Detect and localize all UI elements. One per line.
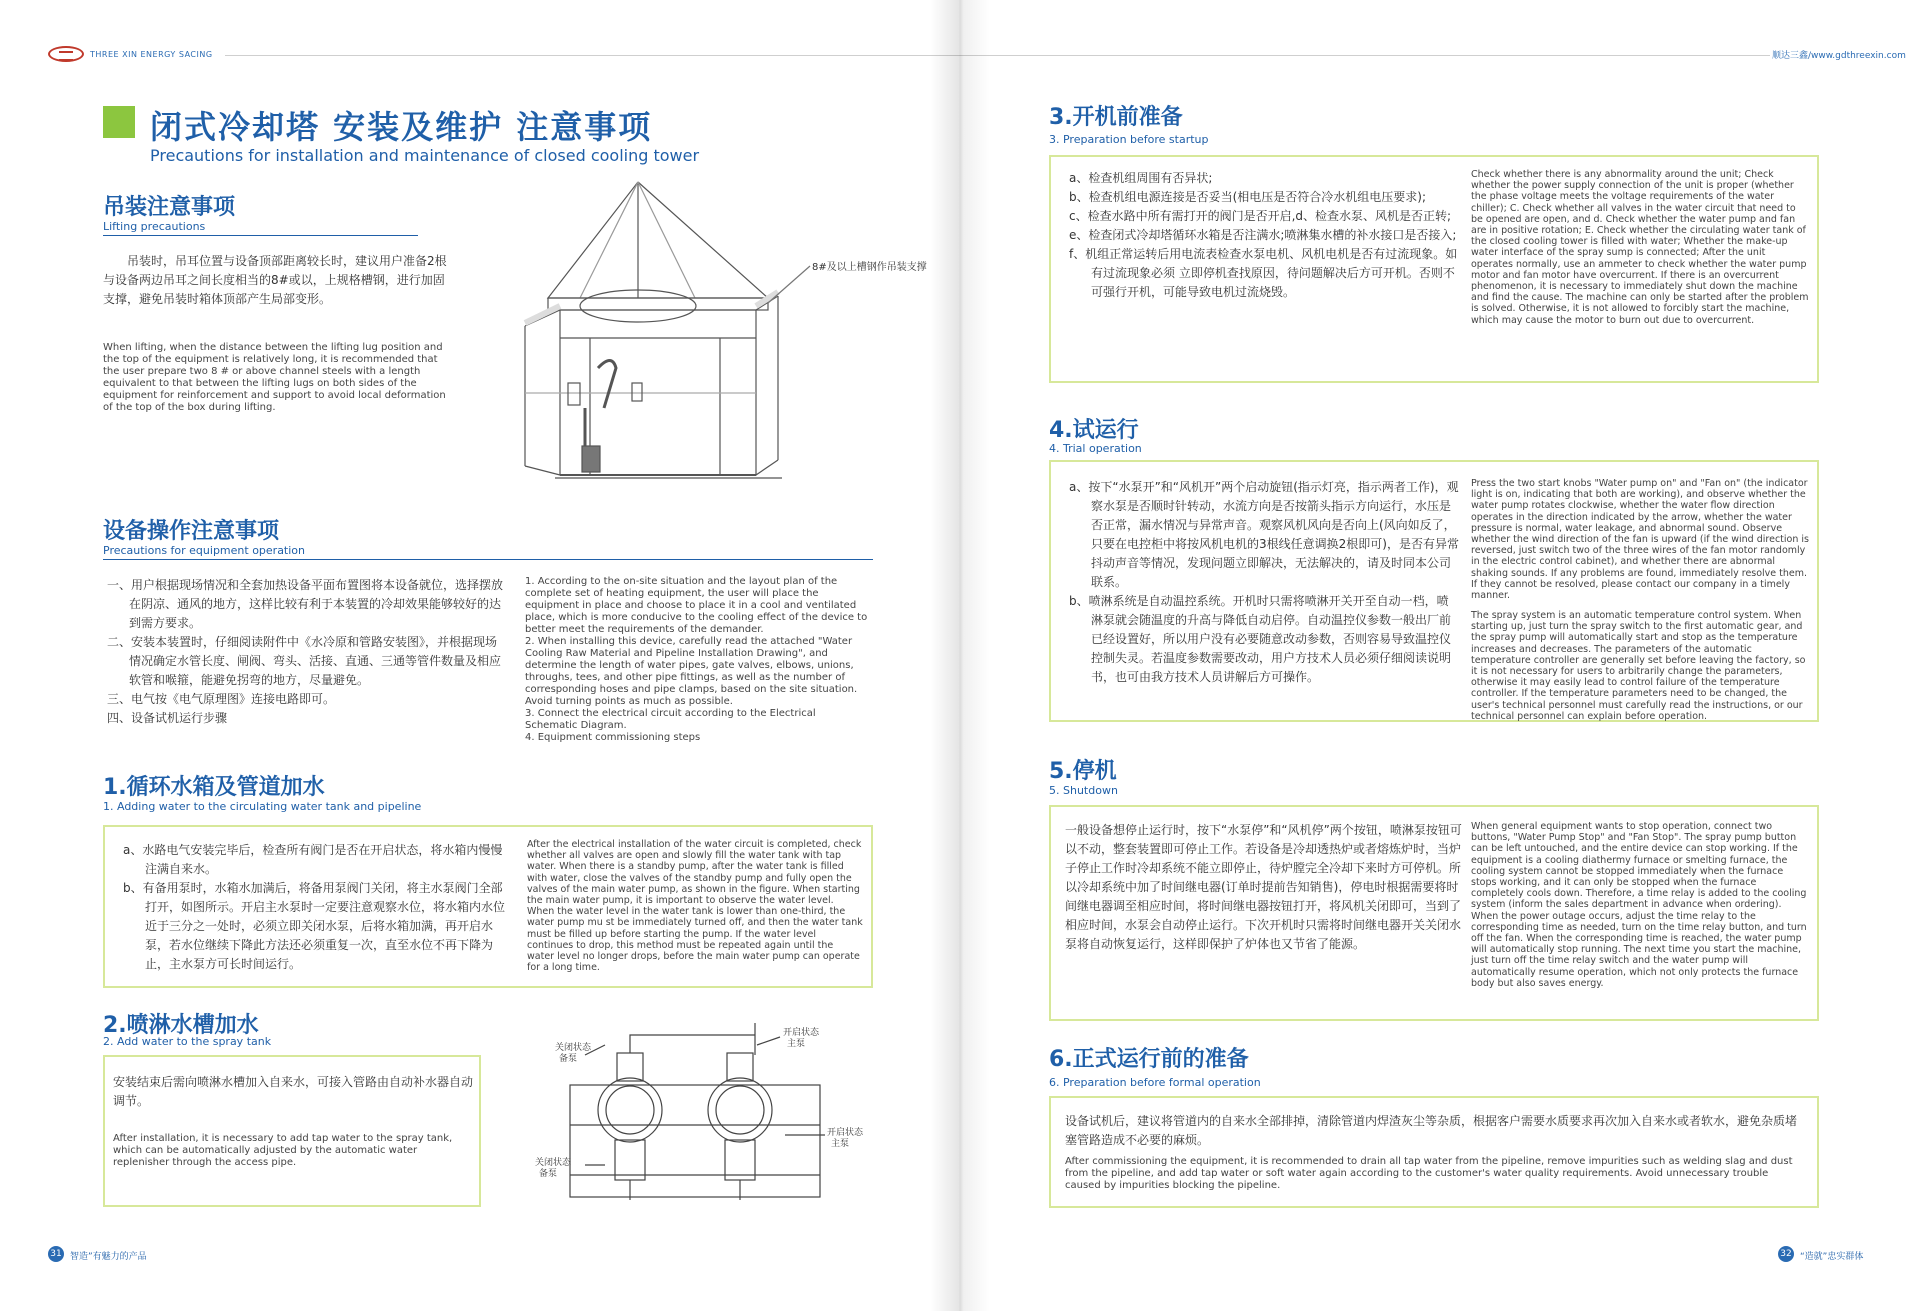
s6-cn: 设备试机后，建议将管道内的自来水全部排掉，清除管道内焊渣灰尘等杂质，根据客户需要水质要求再次加入自来水或者软水，避免杂质堵塞管路造成不必要的麻烦。 (1065, 1114, 1798, 1147)
operation-title: 设备操作注意事项 (103, 519, 280, 544)
right-slogan: “造就”忠实群体 (1800, 1252, 1864, 1262)
lifting-cn: 吊装时，吊耳位置与设备顶部距离较长时，建议用户准备2根与设备两边吊耳之间长度相当的8#或以，上规格槽钢，进行加固支撑，避免吊装时箱体顶部产生局部变形。 (103, 254, 447, 306)
brand-name: THREE XIN ENERGY SACING (90, 50, 213, 59)
s6-subtitle: 6. Preparation before formal operation (1049, 1076, 1261, 1089)
operation-cn-3: 三、电气按《电气原理图》连接电路即可。 (107, 692, 336, 706)
s5-title: 5.停机 (1049, 759, 1117, 784)
s4-cn-a: a、按下“水泵开”和“风机开”两个启动旋钮(指示灯亮，指示两者工作)，观察水泵是否顺时针转动，水流方向是否按箭头指示方向运行，水压是否正常，漏水情况与异常声音。观察风机风向是否向上(风向如反了，只要在电控柜中将按风机电机的3根线任意调换2根即可)，是否有异常抖动声音等情况，发现问题立即解决，无法解决的，请及时同本公司联系。 (1069, 480, 1459, 589)
operation-en-2: 2. When installing this device, carefully read the attached "Water Cooling Raw Material and Pipeline Installation Drawing", and determine the length of water pipes, gate valves, elbows, unions, throughs, tees, and other pipe fittings, as well as the number of corresponding hoses and pipe clamps, based on the site situation. Avoid turning points as much as possible. (525, 636, 858, 707)
s2-box (103, 1055, 481, 1207)
label-open-main: 开启状态 (783, 1028, 820, 1038)
diagram-channel-label: 8#及以上槽钢作吊装支撑 (812, 262, 927, 273)
s4-box (1049, 460, 1819, 722)
svg-text:主泵: 主泵 (787, 1039, 806, 1049)
s3-cn-a: a、检查机组周围有否异状; (1069, 171, 1213, 185)
operation-en-3: 3. Connect the electrical circuit according to the Electrical Schematic Diagram. (525, 708, 816, 731)
right-page-number: 32 (1778, 1246, 1794, 1262)
s2-subtitle: 2. Add water to the spray tank (103, 1035, 272, 1048)
s1-title: 1.循环水箱及管道加水 (103, 775, 325, 800)
title-marker (103, 106, 135, 138)
s1-cn-a: a、水路电气安装完毕后，检查所有阀门是否在开启状态，将水箱内慢慢注满自来水。 (123, 843, 503, 876)
s3-cn-b: b、检查机组电源连接是否妥当(相电压是否符合冷水机组电压要求); (1069, 190, 1427, 204)
page-subtitle: Precautions for installation and maintenance of closed cooling tower (150, 146, 700, 165)
s3-cn-list (1065, 169, 1460, 302)
s6-en: After commissioning the equipment, it is recommended to drain all tap water from the pipeline, remove impurities such as welding slag and dust from the pipeline, and add tap water or soft water again according to the customer's water quality requirements. Avoid unnecessary trouble caused by impurities blocking the pipeline. (1065, 1156, 1793, 1191)
s5-subtitle: 5. Shutdown (1049, 784, 1118, 797)
site-url: 顺达三鑫/www.gdthreexin.com (1772, 51, 1906, 61)
operation-cn-list (103, 576, 508, 728)
label-closed-standby-2: 关闭状态 (535, 1158, 572, 1168)
cooling-tower-diagram (520, 178, 927, 488)
s3-title: 3.开机前准备 (1049, 105, 1183, 130)
svg-text:主泵: 主泵 (831, 1139, 850, 1149)
s3-en: Check whether there is any abnormality around the unit; Check whether the power supply connection of the unit is proper (whether the phase voltage meets the voltage requirements of the water chiller); C. Check whether all valves in the water circuit that need to be opened are open, and d. Check whether the water pump and fan are in positive rotation; E. Check whether the circulating water tank of the closed cooling tower is filled with water; Whether the make-up water interface of the spray sump is connected; After the unit operates normally, use an ammeter to check whether the water pump motor and fan motor have overcurrent. If there is an overcurrent phenomenon, it is necessary to immediately shut down the machine and find the cause. The machine can only be started after the problem is solved. Otherwise, it is not allowed to forcibly start the machine, which may cause the motor to burn out due to overcurrent. (1471, 169, 1809, 326)
lifting-rule (103, 235, 418, 236)
s5-box (1049, 805, 1819, 1021)
s4-en-1: Press the two start knobs "Water pump on" and "Fan on" (the indicator light is on, indicating that both are working), and observe whether the water pump rotates clockwise, whether the water flow direction operates in the direction indicated by the arrow, whether the water pressure is normal, water leakage, and abnormal sound. Observe whether the wind direction of the fan is upward (if the wind direction is reversed, just switch two of the three wires of the fan motor randomly in the electric control cabinet), and whether there are abnormal shaking sounds. If any problems are found, immediately resolve them. If they cannot be resolved, please contact our company in a timely manner. (1471, 478, 1809, 602)
right-page (960, 0, 1920, 1311)
operation-en-list (525, 576, 870, 744)
header-line-right (960, 55, 1770, 56)
page-title: 闭式冷却塔 安装及维护 注意事项 (150, 108, 653, 146)
s3-box (1049, 155, 1819, 383)
label-open-main-2: 开启状态 (827, 1128, 864, 1138)
pump-diagram (525, 1015, 885, 1210)
s5-cn: 一般设备想停止运行时，按下“水泵停”和“风机停”两个按钮，喷淋泵按钮可以不动，整套装置即可停止工作。若设备是冷却透热炉或者熔炼炉时，当炉子停止工作时冷却系统不能立即停止，待炉膛完全冷却下来时方可停机。所以冷却系统中加了时间继电器(订单时提前告知销售)，停电时根据需要将时间继电器调至相应时间，将时间继电器按钮打开，将风机关闭即可，当到了相应时间，水泵会自动停止运行。下次开机时只需将时间继电器开关关闭水泵将自动恢复运行，这样即保护了炉体也又节省了能源。 (1065, 823, 1462, 951)
s6-title: 6.正式运行前的准备 (1049, 1047, 1249, 1072)
s3-cn-f: f、机组正常运转后用电流表检查水泵电机、风机电机是否有过流现象。如有过流现象必须 立即停机查找原因，待问题解决后方可开机。否则不可强行开机，可能导致电机过流烧毁。 (1069, 247, 1458, 299)
left-slogan: 智造”有魅力的产品 (70, 1252, 147, 1262)
s4-title: 4.试运行 (1049, 418, 1139, 443)
s2-en: After installation, it is necessary to add tap water to the spray tank, which can be automatically adjusted by the automatic water replenisher through the access pipe. (113, 1133, 453, 1168)
s4-subtitle: 4. Trial operation (1049, 442, 1142, 455)
lifting-title: 吊装注意事项 (103, 195, 236, 220)
s1-cn-list (119, 841, 514, 974)
svg-text:备泵: 备泵 (539, 1169, 558, 1179)
svg-text:备泵: 备泵 (559, 1054, 578, 1064)
header-line (225, 55, 960, 56)
operation-subtitle: Precautions for equipment operation (103, 544, 306, 557)
operation-cn-4: 四、设备试机运行步骤 (107, 711, 228, 725)
operation-cn-2: 二、安装本装置时，仔细阅读附件中《水冷原和管路安装图》，并根据现场情况确定水管长度、闸阀、弯头、活接、直通、三通等管件数量及相应软管和喉箍，能避免拐弯的地方，尽量避免。 (107, 635, 502, 687)
s3-subtitle: 3. Preparation before startup (1049, 133, 1209, 146)
left-page-number: 31 (48, 1246, 64, 1262)
lifting-en: When lifting, when the distance between the lifting lug position and the top of the equipment is relatively long, it is recommended that the user prepare two 8 # or above channel steels with a length equivalent to that between the lifting lugs on both sides of the equipment for reinforcement and support to avoid local deformation of the top of the box during lifting. (103, 342, 446, 413)
s4-en-2: The spray system is an automatic temperature control system. When starting up, just turn the spray switch to the first automatic gear, and the spray pump will automatically start and stop as the temperature increases and decreases. The parameters of the automatic temperature controller are generally set before leaving the factory, so it is not necessary for users to arbitrarily change the parameters, otherwise it may easily lead to control failure of the temperature controller. If the temperature parameters need to be changed, the user's technical personnel must carefully read the instructions, or our technical personnel can explain before operation. (1471, 610, 1806, 722)
s2-title: 2.喷淋水槽加水 (103, 1013, 259, 1038)
s2-cn: 安装结束后需向喷淋水槽加入自来水，可接入管路由自动补水器自动调节。 (113, 1075, 474, 1108)
operation-en-4: 4. Equipment commissioning steps (525, 732, 701, 743)
s3-cn-c: c、检查水路中所有需打开的阀门是否开启,d、检查水泵、风机是否正转; (1069, 209, 1452, 223)
s5-en: When general equipment wants to stop operation, connect two buttons, "Water Pump Stop" and "Fan Stop". The spray pump button can be left untouched, and the entire device can stop working. If the equipment is a cooling diathermy furnace or smelting furnace, the cooling system cannot be stopped immediately when the furnace stops working, and it can only be stopped when the furnace completely cools down. Therefore, a time relay is added to the cooling system (inform the sales department in advance when ordering). When the power outage occurs, adjust the time relay to the corresponding time as needed, turn on the time relay button, and turn off the fan. When the corresponding time is reached, the water pump will automatically stop running. The next time you start the machine, just turn off the time relay switch and the water pump will automatically resume operation, which not only protects the furnace body but also saves energy. (1471, 821, 1807, 989)
s1-subtitle: 1. Adding water to the circulating water tank and pipeline (103, 800, 422, 813)
s4-cn-list (1065, 478, 1460, 687)
s1-cn-b: b、有备用泵时，水箱水加满后，将备用泵阀门关闭，将主水泵阀门全部打开，如图所示。开启主水泵时一定要注意观察水位，将水箱内水位近于三分之一处时，必须立即关闭水泵，后将水箱加满，再开启水泵，若水位继续下降此方法还必须重复一次，直至水位不再下降为止，主水泵方可长时间运行。 (123, 881, 506, 971)
brand-logo (48, 46, 84, 62)
s1-en: After the electrical installation of the water circuit is completed, check whether all valves are open and slowly fill the water tank with tap water. When there is a standby pump, after the water tank is filled with water, close the valves of the standby pump and fully open the valves of the main water pump, as shown in the figure. When starting the main water pump, it is important to observe the water level. When the water level in the water tank is lower than one-third, the water pump mu st be immediately turned off, and then the water tank must be filled up before starting the pump. If the water level continues to drop, this method must be repeated again until the water level no longer drops, before the main water pump can operate for a long time. (527, 839, 863, 974)
label-closed-standby: 关闭状态 (555, 1043, 592, 1053)
operation-rule (103, 559, 873, 560)
s3-cn-e: e、检查闭式冷却塔循环水箱是否注满水;喷淋集水槽的补水接口是否接入; (1069, 228, 1457, 242)
s4-cn-b: b、喷淋系统是自动温控系统。开机时只需将喷淋开关开至自动一档，喷淋泵就会随温度的升高与降低自动启停。自动温控仪参数一般出厂前已经设置好，所以用户没有必要随意改动参数，否则容易导致温控仪控制失灵。若温度参数需要改动，用户方技术人员必须仔细阅读说明书，也可由我方技术人员讲解后方可操作。 (1069, 594, 1452, 684)
s1-box (103, 825, 873, 988)
lifting-subtitle: Lifting precautions (103, 220, 206, 233)
operation-en-1: 1. According to the on-site situation and the layout plan of the complete set of heating equipment, the user will place the equipment in place and choose to place it in a cool and ventilated place, which is more conducive to the cooling effect of the device to better meet the requirements of the demander. (525, 576, 868, 635)
operation-cn-1: 一、用户根据现场情况和全套加热设备平面布置图将本设备就位，选择摆放在阴凉、通风的地方，这样比较有利于本装置的冷却效果能够较好的达到需方要求。 (107, 578, 504, 630)
s6-box (1049, 1096, 1819, 1208)
